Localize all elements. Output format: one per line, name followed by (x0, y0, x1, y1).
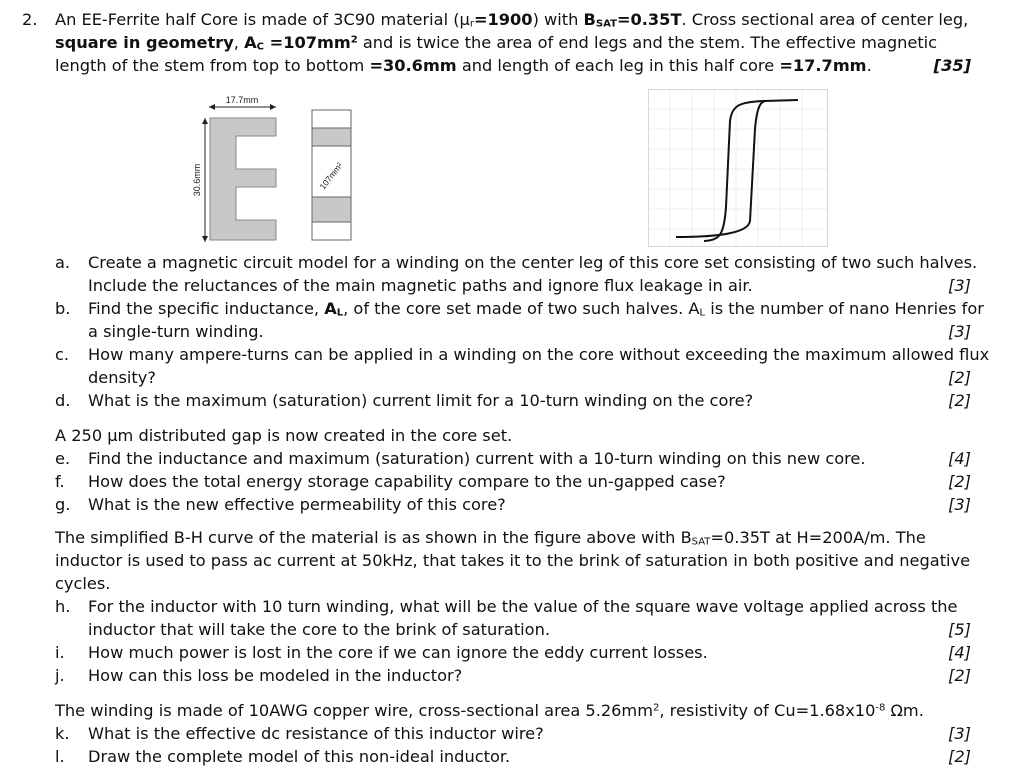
part-h-text-1: For the inductor with 10 turn winding, what will be the value of the square wave voltage applied across the (88, 597, 958, 616)
part-c-label: c. (55, 345, 70, 364)
intro-line-1: An EE-Ferrite half Core is made of 3C90 material $(\mu_r=1900)$ with $B_{SAT}=0.35T$. Cross sectional area of center leg, (55, 10, 969, 30)
part-b-text-2: a single-turn winding. (88, 322, 264, 341)
area-label: 107mm² (317, 160, 345, 192)
part-a-marks: [3] (948, 276, 971, 295)
height-label: 30.6mm (192, 163, 202, 197)
part-h-text-2: inductor that will take the core to the brink of saturation. (88, 620, 550, 639)
part-e-marks: [4] (948, 449, 971, 468)
part-l-text: Draw the complete model of this non-ideal inductor. (88, 747, 511, 766)
arrowhead-down-icon (202, 236, 208, 242)
part-d-marks: [2] (948, 391, 971, 410)
part-f-marks: [2] (948, 472, 971, 491)
bh-para-line-3: cycles. (55, 574, 111, 593)
part-i-marks: [4] (948, 643, 971, 662)
arrowhead-left-icon (209, 104, 215, 110)
part-c-text-2: density? (88, 368, 156, 387)
part-e-text: Find the inductance and maximum (saturation) current with a 10-turn winding on this new core. (88, 449, 866, 468)
part-f-label: f. (55, 472, 65, 491)
part-c-text-1: How many ampere-turns can be applied in a winding on the core without exceeding the maximum allowed flux (88, 345, 990, 364)
e-core-figure (188, 92, 360, 248)
part-d-label: d. (55, 391, 71, 410)
part-k-label: k. (55, 724, 70, 743)
part-g-text: What is the new effective permeability of this core? (88, 495, 506, 514)
part-a-label: a. (55, 253, 71, 272)
part-b-marks: [3] (948, 322, 971, 341)
cross-section-top-leg (312, 128, 351, 146)
part-f-text: How does the total energy storage capability compare to the un-gapped case? (88, 472, 726, 491)
part-a-text-2: Include the reluctances of the main magnetic paths and ignore flux leakage in air. (88, 276, 753, 295)
intro-line-2: square in geometry, $A_C =107mm^2$ and is twice the area of end legs and the stem. The effective magnetic (55, 33, 938, 53)
cross-section-bottom-leg (312, 197, 351, 222)
intro-line-3: length of the stem from top to bottom =30.6mm and length of each leg in this half core =17.7mm. (55, 56, 872, 75)
part-b-text-1: Find the specific inductance, $A_L$, of the core set made of two such halves. $A_L$ is the number of nano Henries for (88, 299, 984, 319)
part-j-marks: [2] (948, 666, 971, 685)
bh-para-line-1: The simplified B-H curve of the material is as shown in the figure above with $B_{SAT}=0.35T$ at H=200A/m. The (55, 528, 926, 548)
part-h-marks: [5] (948, 620, 971, 639)
part-h-label: h. (55, 597, 71, 616)
part-j-text: How can this loss be modeled in the inductor? (88, 666, 463, 685)
part-e-label: e. (55, 449, 71, 468)
part-l-label: l. (55, 747, 65, 766)
gap-intro: A 250 μm distributed gap is now created in the core set. (55, 426, 513, 445)
question-number: 2. (22, 10, 38, 29)
total-marks: [35] (933, 56, 971, 75)
part-a-text-1: Create a magnetic circuit model for a winding on the center leg of this core set consisting of two such halves. (88, 253, 978, 272)
width-label: 17.7mm (225, 95, 259, 105)
part-b-label: b. (55, 299, 71, 318)
arrowhead-right-icon (270, 104, 276, 110)
part-g-label: g. (55, 495, 71, 514)
part-j-label: j. (55, 666, 65, 685)
part-l-marks: [2] (948, 747, 971, 766)
part-i-label: i. (55, 643, 65, 662)
part-i-text: How much power is lost in the core if we can ignore the eddy current losses. (88, 643, 708, 662)
part-c-marks: [2] (948, 368, 971, 387)
arrowhead-up-icon (202, 118, 208, 124)
bh-plot-frame (649, 90, 828, 247)
part-d-text: What is the maximum (saturation) current limit for a 10-turn winding on the core? (88, 391, 754, 410)
bh-para-line-2: inductor is used to pass ac current at 50kHz, that takes it to the brink of saturation in both positive and negative (55, 551, 971, 570)
part-k-text: What is the effective dc resistance of this inductor wire? (88, 724, 544, 743)
e-core-shape (210, 118, 276, 240)
part-k-marks: [3] (948, 724, 971, 743)
winding-para: The winding is made of 10AWG copper wire, cross-sectional area $5.26mm^2$, resistivity of $Cu=1.68x10^{-8}$ Ωm. (55, 701, 924, 720)
bh-curve-figure (648, 89, 828, 247)
part-g-marks: [3] (948, 495, 971, 514)
